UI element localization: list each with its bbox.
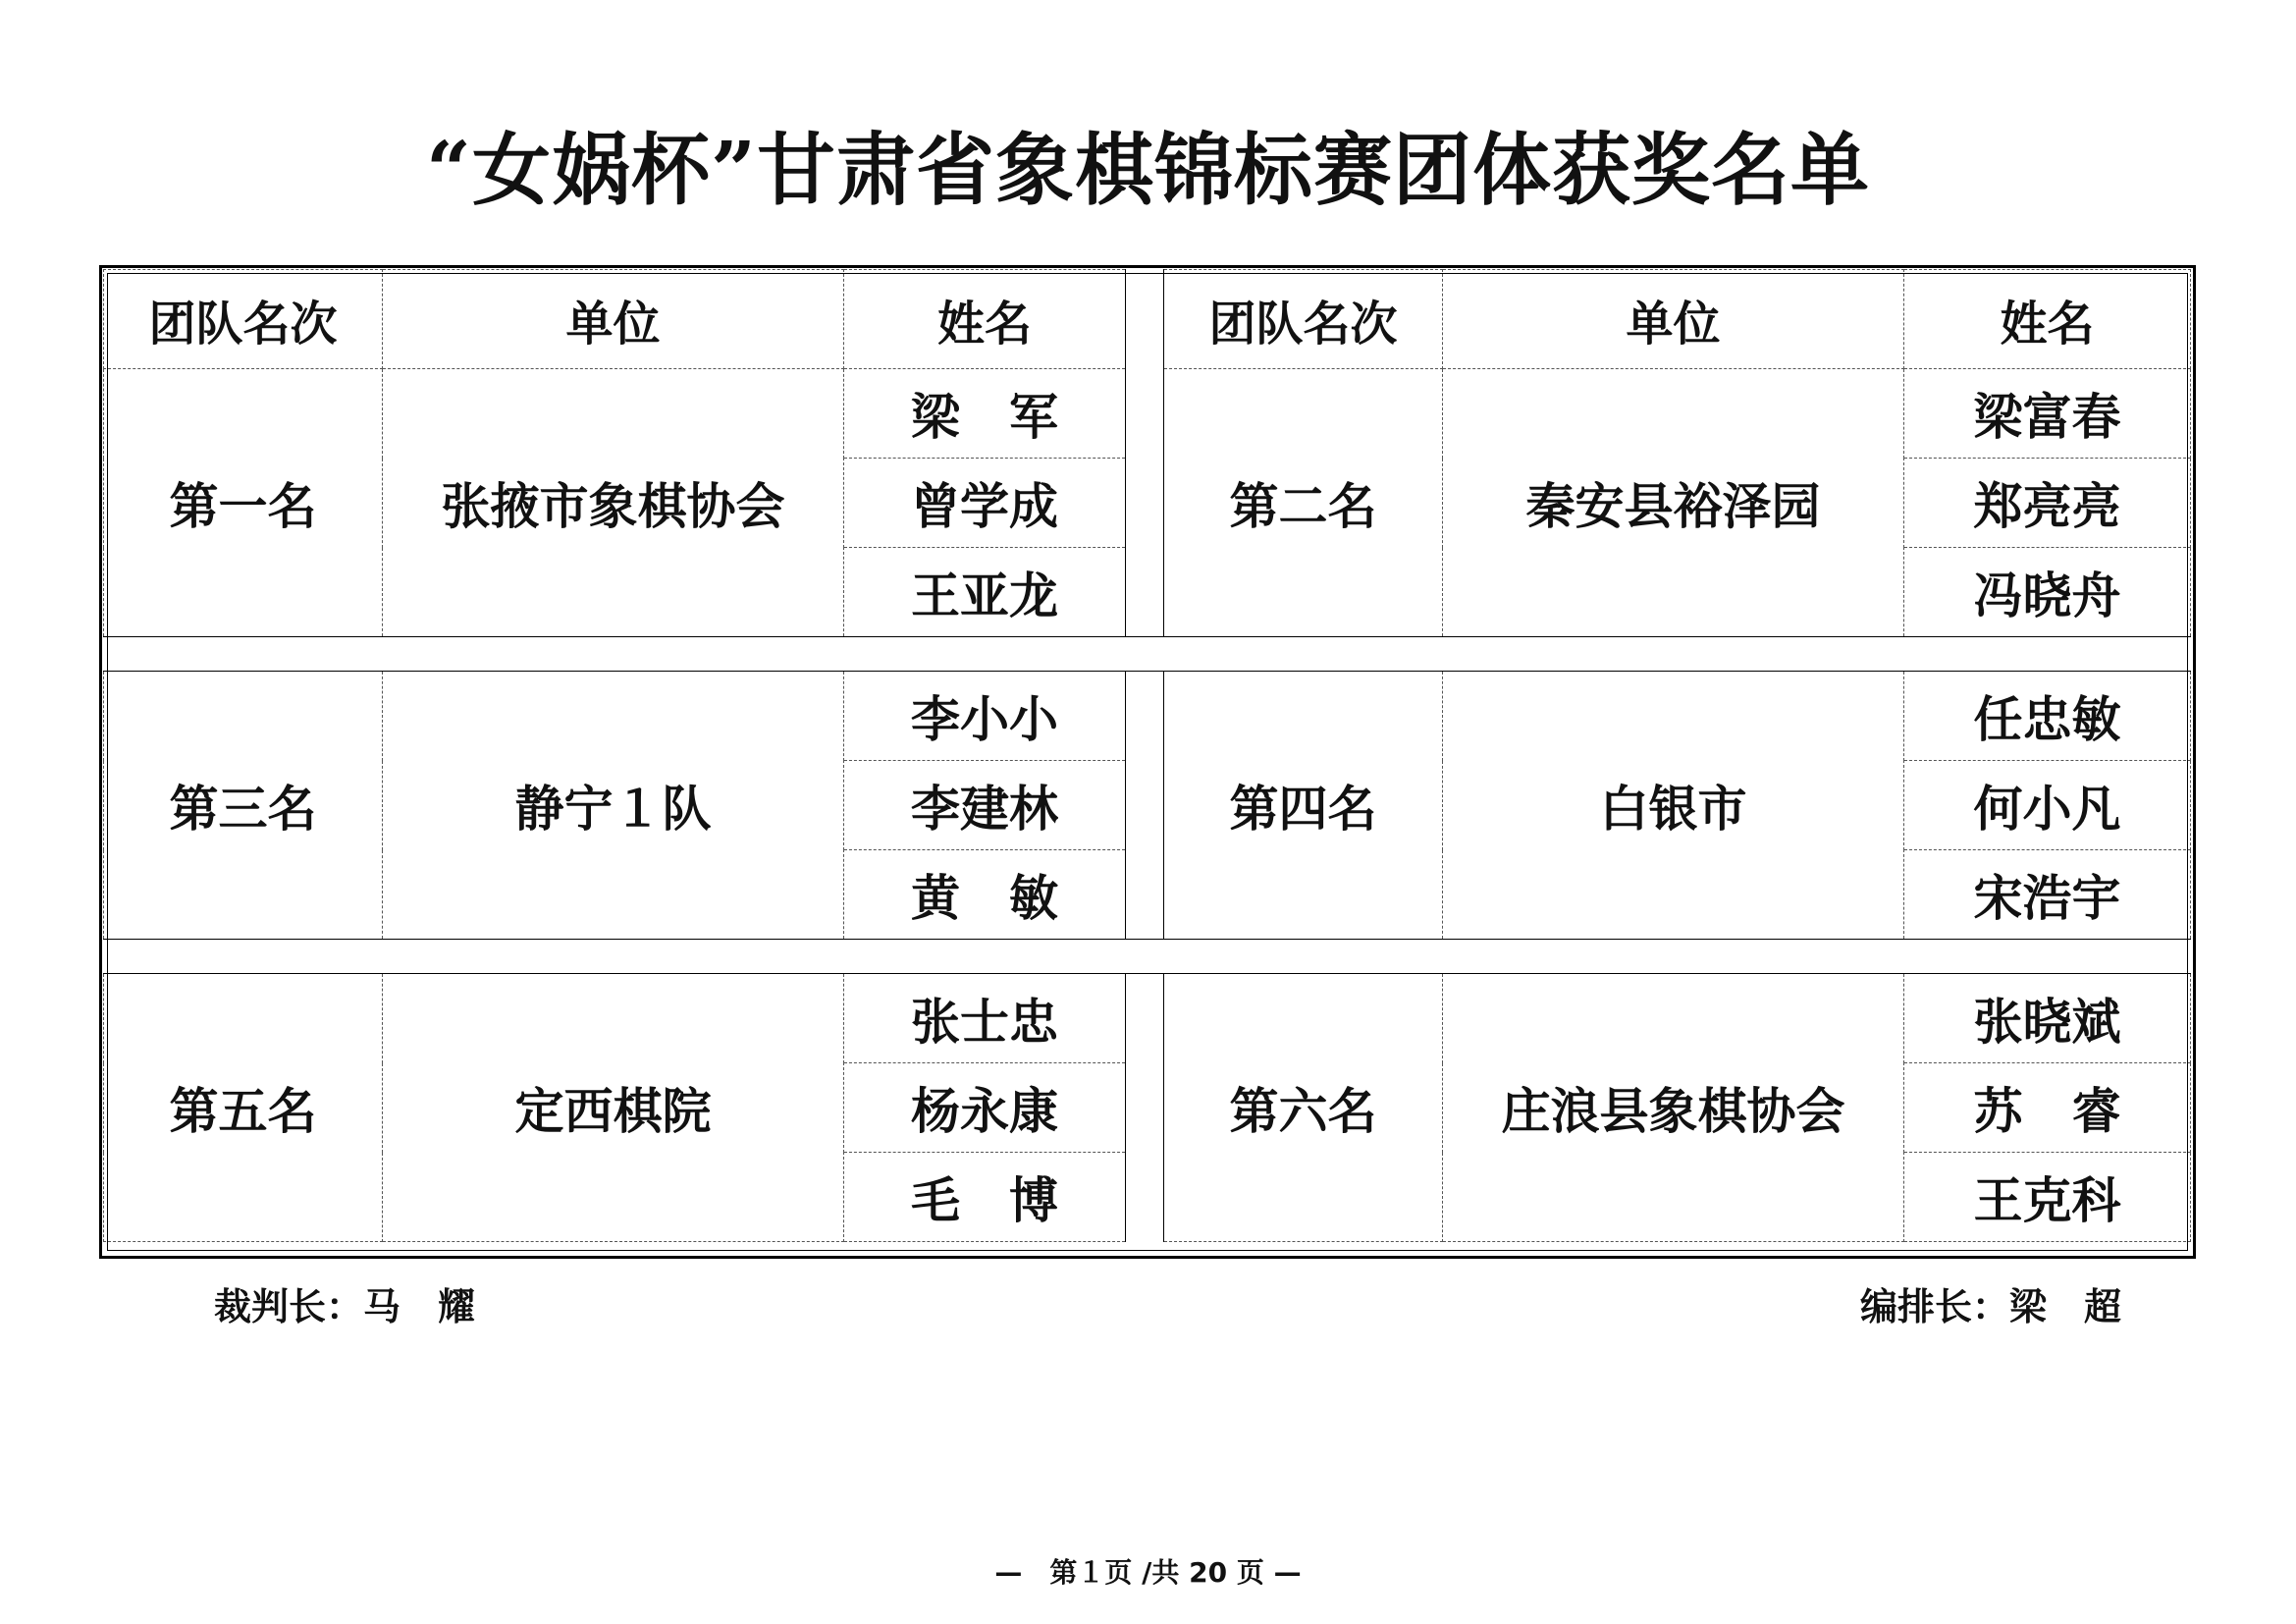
- member-name: 任忠敏: [1904, 672, 2191, 761]
- member-name: 冯晓舟: [1904, 548, 2191, 637]
- team-rank: 第三名: [104, 672, 383, 940]
- member-name: 张士忠: [844, 974, 1126, 1063]
- member-name: 曾学成: [844, 459, 1126, 548]
- member-name: 李小小: [844, 672, 1126, 761]
- table-row: [104, 369, 2191, 459]
- member-name: 宋浩宇: [1904, 850, 2191, 940]
- header-rank: 团队名次: [104, 270, 383, 369]
- team-unit: 静宁１队: [383, 672, 844, 940]
- member-name: 郑亮亮: [1904, 459, 2191, 548]
- member-name: 王亚龙: [844, 548, 1126, 637]
- team-unit: 庄浪县象棋协会: [1443, 974, 1904, 1242]
- member-name: 李建林: [844, 761, 1126, 850]
- member-name: 何小凡: [1904, 761, 2191, 850]
- header-row: [104, 270, 2191, 369]
- table-row: [104, 974, 2191, 1063]
- chief-referee: 裁判长：马 耀: [214, 1285, 476, 1328]
- team-rank: 第二名: [1164, 369, 1443, 637]
- header-unit: 单位: [1443, 270, 1904, 369]
- header-name: 姓名: [844, 270, 1126, 369]
- member-name: 毛 博: [844, 1153, 1126, 1242]
- chief-arranger: 编排长：梁 超: [1859, 1285, 2121, 1328]
- member-name: 梁 军: [844, 369, 1126, 459]
- team-rank: 第一名: [104, 369, 383, 637]
- team-rank: 第五名: [104, 974, 383, 1242]
- team-rank: 第四名: [1164, 672, 1443, 940]
- member-name: 梁富春: [1904, 369, 2191, 459]
- team-unit: 定西棋院: [383, 974, 844, 1242]
- team-unit: 白银市: [1443, 672, 1904, 940]
- header-name: 姓名: [1904, 270, 2191, 369]
- header-unit: 单位: [383, 270, 844, 369]
- member-name: 张晓斌: [1904, 974, 2191, 1063]
- page-title: “女娲杯”甘肃省象棋锦标赛团体获奖名单: [425, 124, 1871, 216]
- member-name: 苏 睿: [1904, 1063, 2191, 1153]
- team-unit: 秦安县裕泽园: [1443, 369, 1904, 637]
- team-rank: 第六名: [1164, 974, 1443, 1242]
- member-name: 王克科: [1904, 1153, 2191, 1242]
- header-rank: 团队名次: [1164, 270, 1443, 369]
- member-name: 杨永康: [844, 1063, 1126, 1153]
- page-number: — 第１页 /共 20 页 —: [994, 1556, 1302, 1589]
- team-unit: 张掖市象棋协会: [383, 369, 844, 637]
- member-name: 黄 敏: [844, 850, 1126, 940]
- award-table: [103, 269, 2191, 1242]
- table-row: [104, 672, 2191, 761]
